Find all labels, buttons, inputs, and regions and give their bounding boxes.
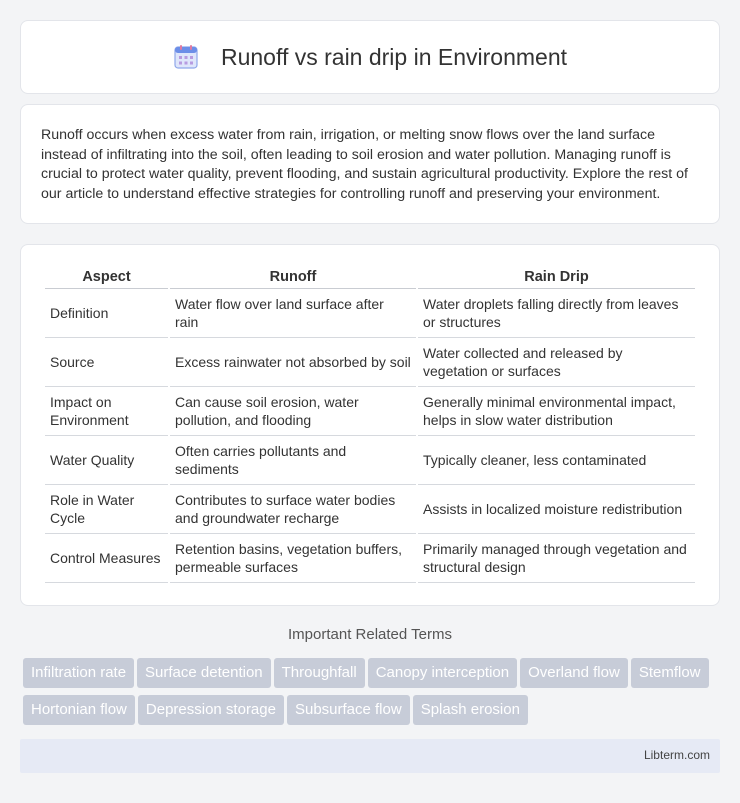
table-row [45,485,695,534]
table-cell: Can cause soil erosion, water pollution, and flooding [170,387,416,436]
table-cell: Role in Water Cycle [45,485,168,534]
table-cell: Source [45,338,168,387]
table-cell: Often carries pollutants and sediments [170,436,416,485]
table-cell: Impact on Environment [45,387,168,436]
column-header-rain-drip: Rain Drip [418,265,695,289]
related-terms-list [23,658,723,732]
table-cell: Assists in localized moisture redistribution [418,485,695,534]
table-cell: Primarily managed through vegetation and structural design [418,534,695,583]
related-terms-heading: Important Related Terms [288,626,452,643]
table-row [45,534,695,583]
related-term-tag[interactable]: Splash erosion [413,695,528,725]
table-cell: Generally minimal environmental impact, helps in slow water distribution [418,387,695,436]
table-row [45,436,695,485]
related-term-tag[interactable]: Hortonian flow [23,695,135,725]
comparison-table [43,265,697,583]
table-cell: Water droplets falling directly from leaves or structures [418,289,695,338]
intro-text: Runoff occurs when excess water from rain, irrigation, or melting snow flows over the land surface instead of infiltrating into the soil, often leading to soil erosion and water pollution. Managing runoff is crucial to protect water quality, prevent flooding, and sustain agricultural productivity. Explore the rest of our article to understand effective strategies for controlling runoff and preserving your environment. [41,127,688,202]
table-row [45,338,695,387]
footer-site-link[interactable]: Libterm.com [643,748,710,762]
table-cell: Contributes to surface water bodies and groundwater recharge [170,485,416,534]
column-header-runoff: Runoff [170,265,416,289]
table-row [45,387,695,436]
table-cell: Definition [45,289,168,338]
related-term-tag[interactable]: Infiltration rate [23,658,134,688]
table-header-row [45,265,695,289]
related-term-tag[interactable]: Throughfall [274,658,365,688]
related-term-tag[interactable]: Subsurface flow [287,695,410,725]
table-cell: Water collected and released by vegetation or surfaces [418,338,695,387]
calendar-icon [173,44,199,70]
column-header-aspect: Aspect [45,265,168,289]
related-term-tag[interactable]: Stemflow [631,658,709,688]
footer-bar [20,739,720,773]
table-cell: Control Measures [45,534,168,583]
table-row [45,289,695,338]
table-cell: Water Quality [45,436,168,485]
title-card [20,20,720,94]
table-cell: Typically cleaner, less contaminated [418,436,695,485]
related-term-tag[interactable]: Surface detention [137,658,271,688]
table-cell: Excess rainwater not absorbed by soil [170,338,416,387]
table-cell: Water flow over land surface after rain [170,289,416,338]
page-title: Runoff vs rain drip in Environment [220,43,568,70]
intro-card [20,104,720,224]
related-term-tag[interactable]: Depression storage [138,695,284,725]
related-term-tag[interactable]: Overland flow [520,658,628,688]
table-cell: Retention basins, vegetation buffers, permeable surfaces [170,534,416,583]
comparison-card [20,244,720,606]
related-term-tag[interactable]: Canopy interception [368,658,517,688]
